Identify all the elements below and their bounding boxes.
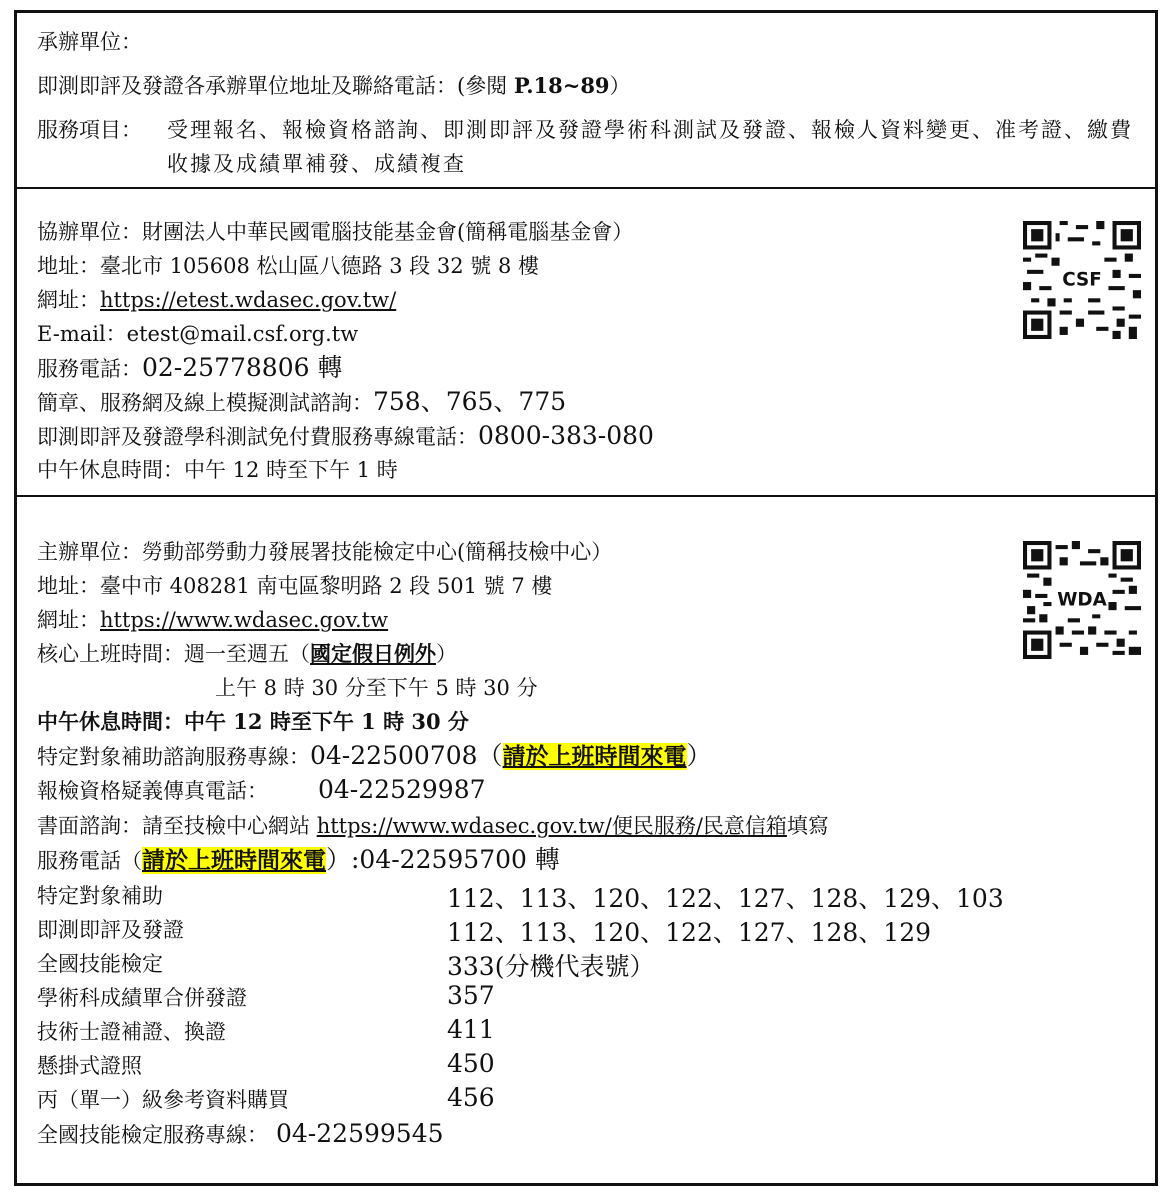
ext-label: 技術士證補證、換證 bbox=[37, 1020, 226, 1044]
info-frame bbox=[14, 10, 1158, 1186]
main-organizer-address: 地址：臺中市 408281 南屯區黎明路 2 段 501 號 7 樓 bbox=[37, 574, 553, 598]
special-subsidy-line: 特定對象補助諮詢服務專線：04-22500708（請於上班時間來電） bbox=[37, 741, 712, 770]
organizer-heading: 承辦單位： bbox=[37, 30, 142, 54]
main-organizer-website: 網址：https://www.wdasec.gov.tw bbox=[37, 608, 389, 632]
ext-value: 411 bbox=[447, 1015, 495, 1044]
co-organizer-website: 網址：https://etest.wdasec.gov.tw/ bbox=[37, 288, 397, 312]
wda-qr-code bbox=[1023, 541, 1141, 659]
core-hours: 核心上班時間：週一至週五（國定假日例外） bbox=[37, 641, 457, 666]
written-inquiry: 書面諮詢：請至技檢中心網站 https://www.wdasec.gov.tw/便民服務/民意信箱填寫 bbox=[37, 814, 829, 838]
svg-text:CSF: CSF bbox=[1062, 269, 1102, 291]
ext-value: 112、113、120、122、127、128、129、103 bbox=[447, 884, 1004, 913]
service-phone: 服務電話（請於上班時間來電）:04-22595700 轉 bbox=[37, 845, 560, 874]
wdasec-link[interactable]: https://www.wdasec.gov.tw bbox=[100, 608, 389, 632]
ext-value: 450 bbox=[447, 1049, 495, 1078]
national-hotline: 全國技能檢定服務專線： 04-22599545 bbox=[37, 1119, 444, 1148]
mailbox-link[interactable]: https://www.wdasec.gov.tw/便民服務/民意信箱 bbox=[316, 814, 787, 838]
main-organizer-lunch: 中午休息時間：中午 12 時至下午 1 時 30 分 bbox=[37, 709, 469, 734]
co-organizer-name: 協辦單位：財團法人中華民國電腦技能基金會(簡稱電腦基金會） bbox=[37, 220, 634, 244]
toll-free-line: 即測即評及發證學科測試免付費服務專線電話：0800-383-080 bbox=[37, 421, 654, 450]
main-organizer-name: 主辦單位：勞動部勞動力發展署技能檢定中心(簡稱技檢中心） bbox=[37, 540, 613, 564]
ext-value: 333(分機代表號） bbox=[447, 952, 655, 981]
ext-label: 全國技能檢定 bbox=[37, 952, 163, 976]
ext-label: 即測即評及發證 bbox=[37, 918, 184, 942]
svg-text:WDA: WDA bbox=[1057, 589, 1107, 611]
co-organizer-email: E-mail：etest@mail.csf.org.tw bbox=[37, 322, 359, 346]
ext-value: 112、113、120、122、127、128、129 bbox=[447, 918, 932, 947]
call-hours-note: 請於上班時間來電 bbox=[502, 743, 687, 770]
co-organizer-address: 地址：臺北市 105608 松山區八德路 3 段 32 號 8 樓 bbox=[37, 254, 540, 278]
ext-label: 懸掛式證照 bbox=[37, 1054, 142, 1078]
co-organizer-extensions: 簡章、服務網及線上模擬測試諮詢：758、765、775 bbox=[37, 387, 567, 416]
fax-line: 報檢資格疑義傳真電話： 04-22529987 bbox=[37, 775, 486, 804]
contact-reference: 即測即評及發證各承辦單位地址及聯絡電話：(參閱 P.18~89） bbox=[37, 73, 631, 98]
co-organizer-section bbox=[17, 189, 1155, 497]
co-organizer-phone: 服務電話：02-25778806 轉 bbox=[37, 353, 343, 382]
service-items: 服務項目： 受理報名、報檢資格諮詢、即測即評及發證學術科測試及發證、報檢人資料變更、准考證、繳費收據及成績單補發、成績複查 bbox=[37, 118, 1133, 176]
main-organizer-section bbox=[17, 497, 1155, 1183]
csf-qr-code bbox=[1023, 221, 1141, 339]
co-organizer-lunch: 中午休息時間：中午 12 時至下午 1 時 bbox=[37, 458, 398, 482]
etest-link[interactable]: https://etest.wdasec.gov.tw/ bbox=[100, 288, 397, 312]
core-hours-time: 上午 8 時 30 分至下午 5 時 30 分 bbox=[215, 676, 538, 700]
ext-value: 357 bbox=[447, 981, 495, 1010]
ext-label: 特定對象補助 bbox=[37, 884, 163, 908]
organizer-section bbox=[17, 13, 1155, 189]
ext-label: 丙（單一）級參考資料購買 bbox=[37, 1088, 289, 1112]
ext-value: 456 bbox=[447, 1083, 495, 1112]
call-hours-note-2: 請於上班時間來電 bbox=[142, 847, 326, 874]
ext-label: 學術科成績單合併發證 bbox=[37, 986, 247, 1010]
